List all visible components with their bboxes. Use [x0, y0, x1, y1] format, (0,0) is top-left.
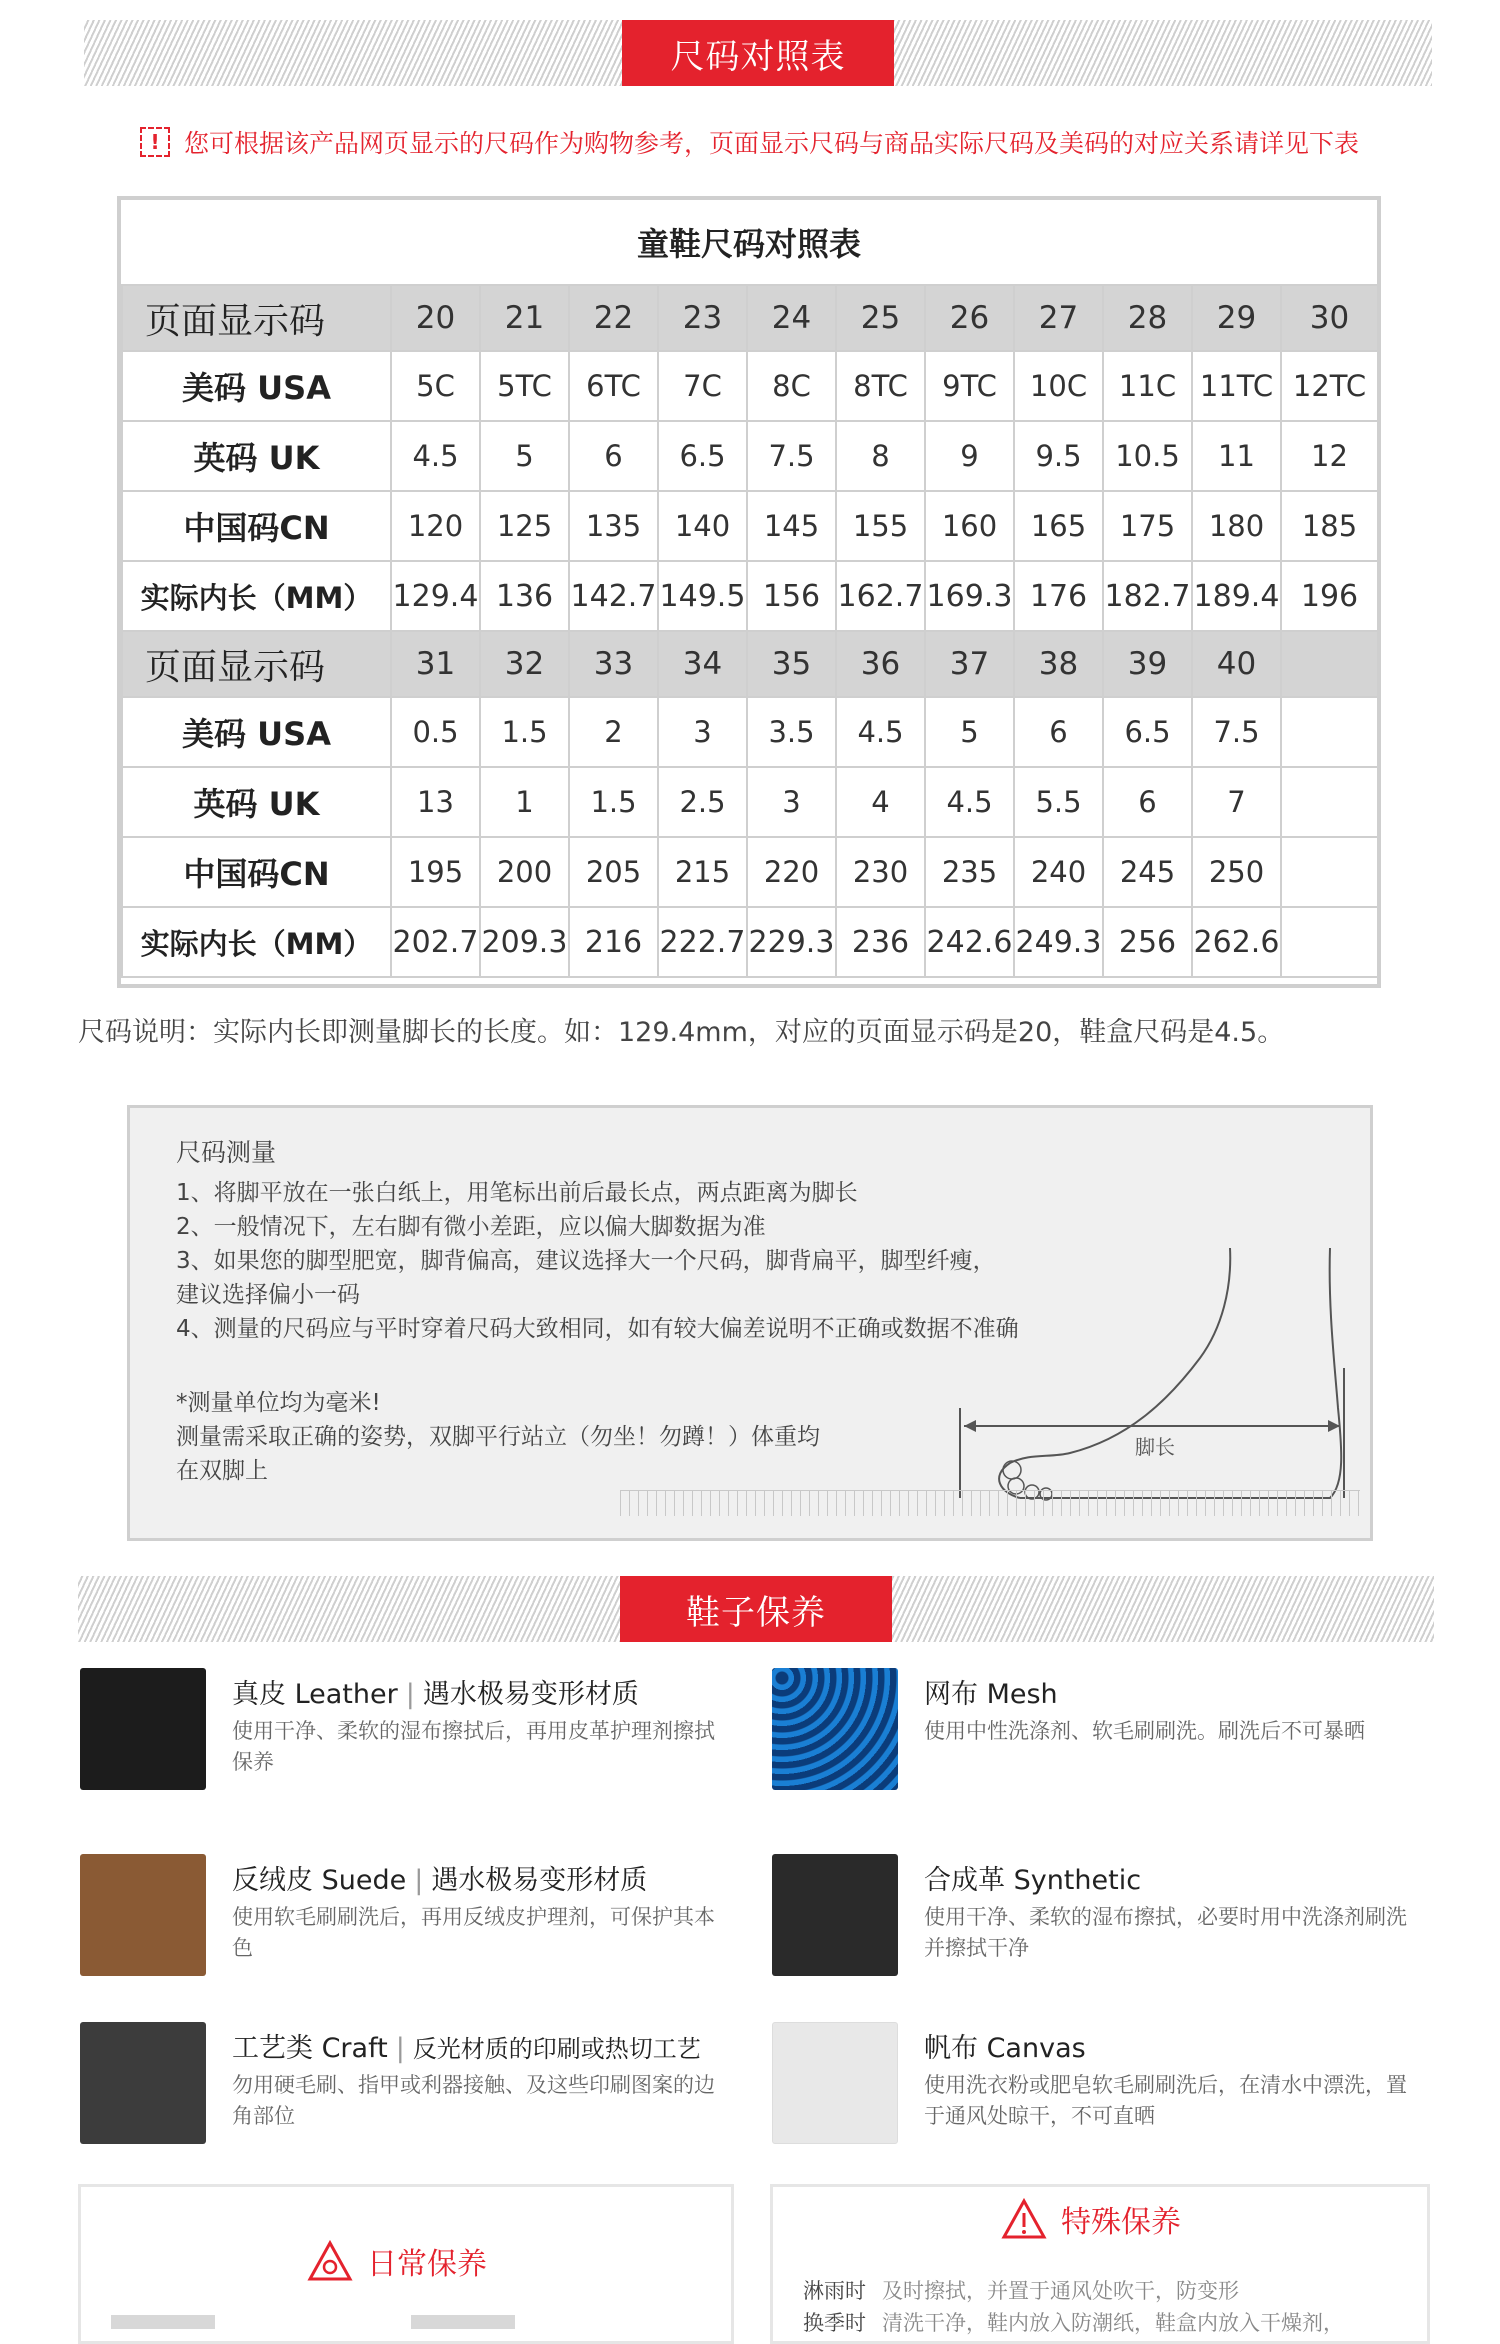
- material-swatch-icon: [772, 1854, 898, 1976]
- size-row-label: 英码 UK: [122, 421, 391, 491]
- size-cell: 235: [925, 837, 1014, 907]
- size-cell: 140: [658, 491, 747, 561]
- alert-icon: !: [140, 127, 170, 157]
- size-cell: 4.5: [391, 421, 480, 491]
- size-header-cell: 23: [658, 285, 747, 351]
- size-cell: 185: [1281, 491, 1378, 561]
- size-cell: 4.5: [925, 767, 1014, 837]
- size-row: [122, 421, 1378, 491]
- size-cell: [1281, 907, 1378, 977]
- care-item-material: 真皮 Leather: [232, 1679, 398, 1710]
- foot-length-label: 脚长: [1135, 1435, 1175, 1459]
- size-header-cell: 25: [836, 285, 925, 351]
- size-cell: 142.7: [569, 561, 658, 631]
- size-cell: 7.5: [1192, 697, 1281, 767]
- size-cell: 236: [836, 907, 925, 977]
- care-item-title: [232, 1672, 639, 1711]
- size-cell: 205: [569, 837, 658, 907]
- size-cell: 12TC: [1281, 351, 1378, 421]
- size-header-cell: 40: [1192, 631, 1281, 697]
- size-chart-table: [121, 284, 1379, 978]
- size-row-label: 实际内长（MM）: [122, 907, 391, 977]
- size-header-cell: 33: [569, 631, 658, 697]
- measuring-ruler: [620, 1490, 1360, 1516]
- size-cell: 196: [1281, 561, 1378, 631]
- size-row-label: 美码 USA: [122, 351, 391, 421]
- size-cell: 7.5: [747, 421, 836, 491]
- size-cell: 135: [569, 491, 658, 561]
- size-cell: 7: [1192, 767, 1281, 837]
- care-item-desc: 使用洗衣粉或肥皂软毛刷刷洗后，在清水中漂洗，置于通风处晾干，不可直晒: [924, 2073, 1407, 2128]
- size-cell: 9TC: [925, 351, 1014, 421]
- measurement-guide: [127, 1105, 1373, 1541]
- size-cell: 5: [925, 697, 1014, 767]
- care-item-material: 网布 Mesh: [924, 1679, 1058, 1710]
- care-item-title: [232, 1858, 647, 1897]
- care-item: [80, 1668, 760, 1798]
- daily-care-bar: [111, 2315, 215, 2329]
- care-item: [80, 2022, 760, 2152]
- size-cell: 156: [747, 561, 836, 631]
- size-cell: 10.5: [1103, 421, 1192, 491]
- measurement-title: 尺码测量: [176, 1138, 277, 1167]
- size-header-cell: 30: [1281, 285, 1378, 351]
- size-row-label: 中国码CN: [122, 837, 391, 907]
- special-care-line-label: 换季时: [803, 2311, 866, 2335]
- size-cell: 5: [480, 421, 569, 491]
- care-item: [772, 1854, 1452, 1984]
- size-header-cell: 26: [925, 285, 1014, 351]
- size-cell: 3.5: [747, 697, 836, 767]
- size-chart-banner: [622, 20, 894, 86]
- size-cell: 160: [925, 491, 1014, 561]
- care-item-desc: 使用中性洗涤剂、软毛刷刷洗。刷洗后不可暴晒: [924, 1719, 1365, 1743]
- size-cell: 245: [1103, 837, 1192, 907]
- size-row: [122, 351, 1378, 421]
- care-item-desc: 勿用硬毛刷、指甲或利器接触、及这些印刷图案的边角部位: [232, 2073, 715, 2128]
- size-header-label: 页面显示码: [122, 285, 391, 351]
- size-cell: 222.7: [658, 907, 747, 977]
- size-cell: 129.4: [391, 561, 480, 631]
- size-cell: 242.6: [925, 907, 1014, 977]
- size-header-cell: 24: [747, 285, 836, 351]
- size-header-cell: 31: [391, 631, 480, 697]
- size-cell: 200: [480, 837, 569, 907]
- size-cell: 176: [1014, 561, 1103, 631]
- size-chart-box: [117, 196, 1381, 988]
- size-notice-text: 您可根据该产品网页显示的尺码作为购物参考，页面显示尺码与商品实际尺码及美码的对应关系请详见下表: [184, 129, 1360, 158]
- size-row-label: 美码 USA: [122, 697, 391, 767]
- size-cell: [1281, 767, 1378, 837]
- care-item: [80, 1854, 760, 1984]
- size-cell: 3: [747, 767, 836, 837]
- size-cell: 11: [1192, 421, 1281, 491]
- size-cell: 6TC: [569, 351, 658, 421]
- daily-care-box: [78, 2184, 734, 2344]
- size-row: [122, 767, 1378, 837]
- size-cell: 4.5: [836, 697, 925, 767]
- size-cell: 1: [480, 767, 569, 837]
- size-row: [122, 491, 1378, 561]
- size-header-cell: 21: [480, 285, 569, 351]
- size-cell: 5.5: [1014, 767, 1103, 837]
- measurement-step: 2、一般情况下，左右脚有微小差距，应以偏大脚数据为准: [176, 1214, 766, 1240]
- size-cell: 216: [569, 907, 658, 977]
- size-cell: 155: [836, 491, 925, 561]
- size-cell: 202.7: [391, 907, 480, 977]
- shoe-care-banner-label: 鞋子保养: [686, 1592, 826, 1633]
- size-cell: 5TC: [480, 351, 569, 421]
- size-cell: 230: [836, 837, 925, 907]
- measurement-step: 3、如果您的脚型肥宽，脚背偏高，建议选择大一个尺码，脚背扁平，脚型纤瘦，: [176, 1248, 996, 1274]
- care-item-desc: 使用软毛刷刷洗后，再用反绒皮护理剂，可保护其本色: [232, 1905, 715, 1960]
- size-cell: 165: [1014, 491, 1103, 561]
- size-row-label: 中国码CN: [122, 491, 391, 561]
- care-item-title: [232, 2026, 701, 2065]
- material-swatch-icon: [772, 2022, 898, 2144]
- size-cell: 6.5: [658, 421, 747, 491]
- special-care-line-text: 清洗干净，鞋内放入防潮纸，鞋盒内放入干燥剂，: [882, 2311, 1344, 2335]
- size-cell: 220: [747, 837, 836, 907]
- daily-care-bar: [411, 2315, 515, 2329]
- size-header-cell: 35: [747, 631, 836, 697]
- foot-outline-icon: [960, 1248, 1360, 1508]
- size-cell: 1.5: [480, 697, 569, 767]
- warning-icon: [307, 2240, 353, 2282]
- size-row: [122, 697, 1378, 767]
- measurement-note: [176, 1386, 820, 1488]
- special-care-title: 特殊保养: [1061, 2205, 1181, 2240]
- special-care-box: [770, 2184, 1430, 2344]
- size-cell: [1281, 697, 1378, 767]
- size-cell: 8: [836, 421, 925, 491]
- size-chart-title: 童鞋尺码对照表: [636, 225, 861, 263]
- measurement-step: 1、将脚平放在一张白纸上，用笔标出前后最长点，两点距离为脚长: [176, 1180, 858, 1206]
- size-cell: [1281, 837, 1378, 907]
- warning-icon: [1001, 2198, 1047, 2240]
- size-cell: 5C: [391, 351, 480, 421]
- care-item-material: 合成革 Synthetic: [924, 1865, 1142, 1896]
- size-cell: 262.6: [1192, 907, 1281, 977]
- size-header-cell: 22: [569, 285, 658, 351]
- size-row-label: 实际内长（MM）: [122, 561, 391, 631]
- size-chart-banner-label: 尺码对照表: [670, 36, 846, 77]
- special-care-line: [803, 2275, 1239, 2305]
- size-cell: 12: [1281, 421, 1378, 491]
- care-item: [772, 2022, 1452, 2152]
- size-header-cell: 28: [1103, 285, 1192, 351]
- size-cell: 240: [1014, 837, 1103, 907]
- daily-care-heading: [307, 2239, 487, 2283]
- title-separator: |: [405, 1679, 415, 1710]
- size-notice: [140, 124, 1420, 160]
- size-cell: 145: [747, 491, 836, 561]
- size-cell: 6: [1014, 697, 1103, 767]
- size-row: [122, 907, 1378, 977]
- size-cell: 6.5: [1103, 697, 1192, 767]
- size-row-label: 英码 UK: [122, 767, 391, 837]
- size-header-cell: 36: [836, 631, 925, 697]
- measurement-step: 4、测量的尺码应与平时穿着尺码大致相同，如有较大偏差说明不正确或数据不准确: [176, 1316, 1019, 1342]
- shoe-care-banner: [620, 1576, 892, 1642]
- material-swatch-icon: [80, 2022, 206, 2144]
- size-cell: 8C: [747, 351, 836, 421]
- care-item-desc: 使用干净、柔软的湿布擦拭，必要时用中洗涤剂刷洗并擦拭干净: [924, 1905, 1407, 1960]
- size-cell: 6: [1103, 767, 1192, 837]
- measurement-note-line: *测量单位均为毫米!: [176, 1390, 381, 1416]
- size-cell: 136: [480, 561, 569, 631]
- size-cell: 189.4: [1192, 561, 1281, 631]
- size-explanation: 尺码说明：实际内长即测量脚长的长度。如：129.4mm，对应的页面显示码是20，鞋盒尺码是4.5。: [78, 1017, 1285, 1048]
- special-care-line-text: 及时擦拭，并置于通风处吹干，防变形: [882, 2279, 1239, 2303]
- size-cell: 256: [1103, 907, 1192, 977]
- size-header-row: [122, 631, 1378, 697]
- size-cell: 11C: [1103, 351, 1192, 421]
- care-item-material: 帆布 Canvas: [924, 2033, 1086, 2064]
- size-cell: 229.3: [747, 907, 836, 977]
- size-cell: 149.5: [658, 561, 747, 631]
- size-cell: 6: [569, 421, 658, 491]
- size-cell: 1.5: [569, 767, 658, 837]
- size-cell: 7C: [658, 351, 747, 421]
- size-cell: 9: [925, 421, 1014, 491]
- size-cell: 175: [1103, 491, 1192, 561]
- care-item: [772, 1668, 1452, 1798]
- size-cell: 125: [480, 491, 569, 561]
- size-cell: 215: [658, 837, 747, 907]
- size-header-cell: 39: [1103, 631, 1192, 697]
- size-cell: 120: [391, 491, 480, 561]
- size-cell: 2.5: [658, 767, 747, 837]
- care-item-desc: 使用干净、柔软的湿布擦拭后，再用皮革护理剂擦拭保养: [232, 1719, 715, 1774]
- size-header-cell: 37: [925, 631, 1014, 697]
- care-item-material: 工艺类 Craft: [232, 2033, 388, 2064]
- care-item-material: 反绒皮 Suede: [232, 1865, 407, 1896]
- size-cell: 180: [1192, 491, 1281, 561]
- measurement-note-line: 在双脚上: [176, 1458, 268, 1484]
- daily-care-title: 日常保养: [367, 2247, 487, 2282]
- size-cell: 11TC: [1192, 351, 1281, 421]
- size-cell: 13: [391, 767, 480, 837]
- size-cell: 10C: [1014, 351, 1103, 421]
- size-header-row: [122, 285, 1378, 351]
- size-header-cell: 27: [1014, 285, 1103, 351]
- size-row: [122, 561, 1378, 631]
- material-swatch-icon: [80, 1668, 206, 1790]
- special-care-line: [803, 2307, 1344, 2337]
- care-item-title: [924, 1858, 1141, 1897]
- size-cell: 250: [1192, 837, 1281, 907]
- size-cell: 2: [569, 697, 658, 767]
- size-cell: 4: [836, 767, 925, 837]
- size-header-cell: 38: [1014, 631, 1103, 697]
- size-cell: 9.5: [1014, 421, 1103, 491]
- size-cell: 3: [658, 697, 747, 767]
- size-header-cell: 20: [391, 285, 480, 351]
- size-cell: 169.3: [925, 561, 1014, 631]
- size-cell: 8TC: [836, 351, 925, 421]
- size-header-cell: 34: [658, 631, 747, 697]
- material-swatch-icon: [772, 1668, 898, 1790]
- special-care-line-label: 淋雨时: [803, 2279, 866, 2303]
- care-item-subtitle: 遇水极易变形材质: [431, 1865, 648, 1896]
- size-header-cell: 29: [1192, 285, 1281, 351]
- size-cell: 209.3: [480, 907, 569, 977]
- care-item-subtitle: 遇水极易变形材质: [422, 1679, 639, 1710]
- size-header-cell: 32: [480, 631, 569, 697]
- size-header-label: 页面显示码: [122, 631, 391, 697]
- measurement-steps: [176, 1136, 1019, 1346]
- size-header-cell: [1281, 631, 1378, 697]
- size-row: [122, 837, 1378, 907]
- size-cell: 182.7: [1103, 561, 1192, 631]
- size-cell: 249.3: [1014, 907, 1103, 977]
- title-separator: |: [395, 2033, 405, 2064]
- care-item-title: [924, 2026, 1086, 2065]
- measurement-note-line: 测量需采取正确的姿势，双脚平行站立（勿坐！勿蹲！）体重均: [176, 1424, 820, 1450]
- material-swatch-icon: [80, 1854, 206, 1976]
- size-cell: 0.5: [391, 697, 480, 767]
- care-item-title: [924, 1672, 1058, 1711]
- size-cell: 162.7: [836, 561, 925, 631]
- measurement-step: 建议选择偏小一码: [176, 1282, 360, 1308]
- title-separator: |: [414, 1865, 424, 1896]
- size-cell: 195: [391, 837, 480, 907]
- care-item-subtitle: 反光材质的印刷或热切工艺: [412, 2035, 701, 2063]
- special-care-heading: [1001, 2197, 1181, 2241]
